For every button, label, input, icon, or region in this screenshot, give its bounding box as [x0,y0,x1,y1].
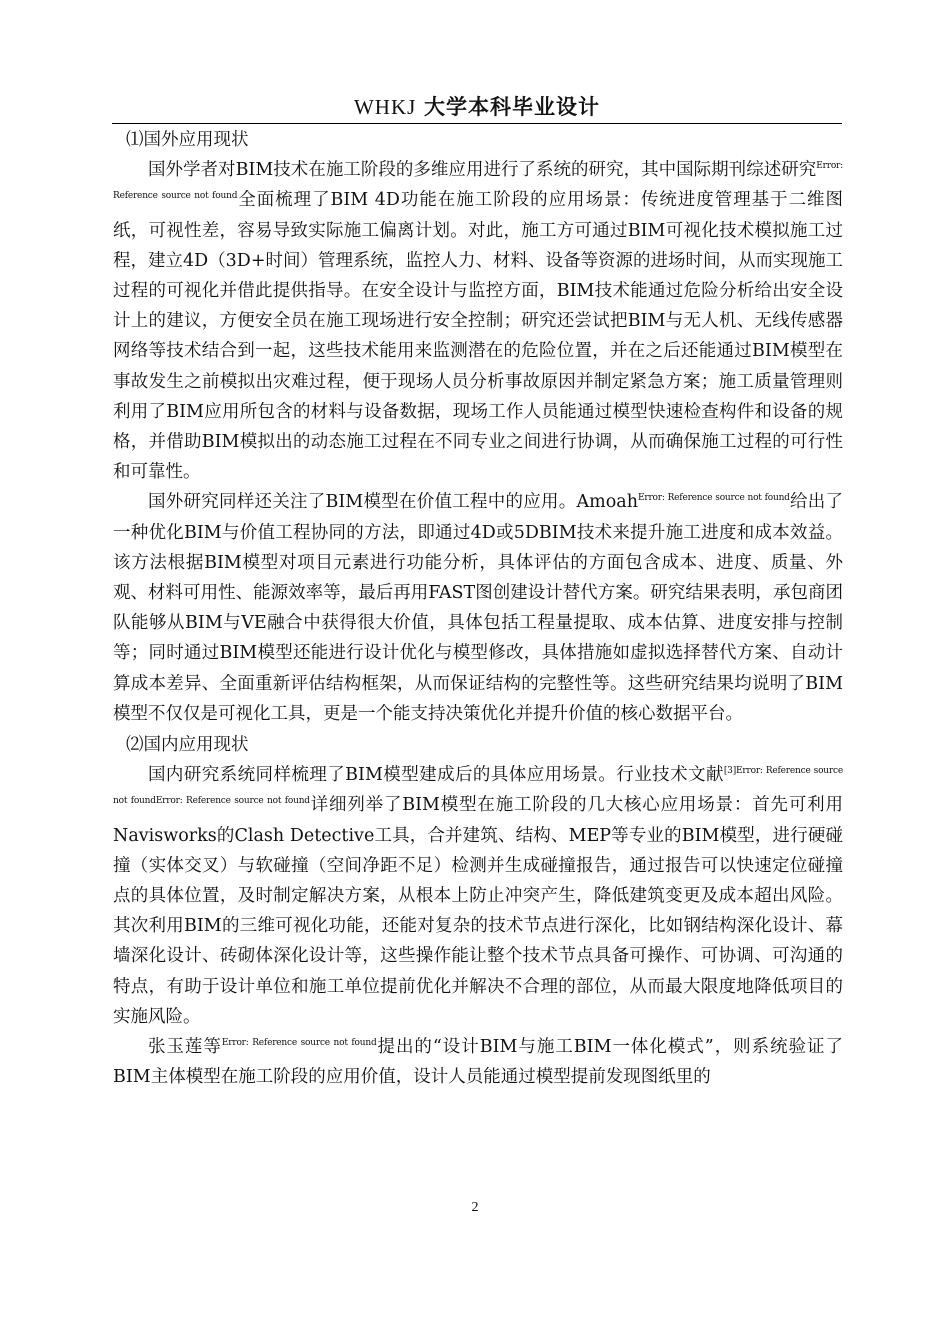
paragraph-text: 给出了一种优化BIM与价值工程协同的方法，即通过4D或5DBIM技术来提升施工进度和成本效益。该方法根据BIM模型对项目元素进行功能分析，具体评估的方面包含成本、进度、质量、外观、材料可用性、能源效率等，最后再用FAST图创建设计替代方案。研究结果表明，承包商团队能够从BIM与VE融合中获得很大价值，具体包括工程量提取、成本估算、进度安排与控制等；同时通过BIM模型还能进行设计优化与模型修改，具体措施如虚拟选择替代方案、自动计算成本差异、全面重新评估结构框架，从而保证结构的完整性等。这些研究结果均说明了BIM模型不仅仅是可视化工具，更是一个能支持决策优化并提升价值的核心数据平台。 [113,492,844,724]
paragraph-text: 国外研究同样还关注了BIM模型在价值工程中的应用。Amoah [148,492,638,513]
reference-marker: Error: Reference source not found [113,161,843,202]
paragraph-text: 全面梳理了BIM 4D功能在施工阶段的应用场景：传统进度管理基于二维图纸，可视性差，容易导致实际施工偏离计划。对此，施工方可通过BIM可视化技术模拟施工过程，建立4D（3D+时间）管理系统，监控人力、材料、设备等资源的进场时间，从而实现施工过程的可视化并借此提供指导。在安全设计与监控方面，BIM技术能通过危险分析给出安全设计上的建议，方便安全员在施工现场进行安全控制；研究还尝试把BIM与无人机、无线传感器网络等技术结合到一起，这些技术能用来监测潜在的危险位置，并在之后还能通过BIM模型在事故发生之前模拟出灾难过程，便于现场人员分析事故原因并制定紧急方案；施工质量管理则利用了BIM应用所包含的材料与设备数据，现场工作人员能通过模型快速检查构件和设备的规格，并借助BIM模拟出的动态施工过程在不同专业之间进行协调，从而确保施工过程的可行性和可靠性。 [113,190,844,483]
header-school-code: WHKJ [353,95,417,119]
section-number: ⑴ [126,129,144,149]
paragraph-text: 提出的“设计BIM与施工BIM一体化模式”，则系统验证了BIM主体模型在施工阶段的应用价值，设计人员能通过模型提前发现图纸里的 [113,1037,844,1088]
paragraph [113,155,843,487]
section-heading-domestic [113,729,843,760]
section-heading-foreign [113,124,843,155]
page-number: 2 [471,1200,479,1215]
page-header [112,94,842,120]
paragraph-text: 详细列举了BIM模型在施工阶段的几大核心应用场景：首先可利用Navisworks的Clash Detective工具，合并建筑、结构、MEP等专业的BIM模型，进行硬碰撞（实体交叉）与软碰撞（空间净距不足）检测并生成碰撞报告，通过报告可以快速定位碰撞点的具体位置，及时制定解决方案，从根本上防止冲突产生，降低建筑变更及成本超出风险。其次利用BIM的三维可视化功能，还能对复杂的技术节点进行深化，比如钢结构深化设计、幕墙深化设计、砖砌体深化设计等，这些操作能让整个技术节点具备可操作、可协调、可沟通的特点，有助于设计单位和施工单位提前优化并解决不合理的部位，从而最大限度地降低项目的实施风险。 [113,795,843,1027]
section-title: 国内应用现状 [143,735,249,756]
paragraph-text: 国内研究系统同样梳理了BIM模型建成后的具体应用场景。行业技术文献 [148,765,724,786]
paragraph-text: 国外学者对BIM技术在施工阶段的多维应用进行了系统的研究，其中国际期刊综述研究 [148,160,817,181]
document-body [113,124,843,1093]
reference-marker: Error: Reference source not found [221,1038,377,1049]
paragraph-text: 张玉莲等 [148,1037,222,1058]
reference-marker: [3]Error: Reference source not foundError: Reference source not found [113,766,843,807]
header-title: 大学本科毕业设计 [424,95,600,119]
section-number: ⑵ [126,734,144,755]
paragraph [113,487,843,729]
reference-marker: Error: Reference source not found [637,493,790,504]
paragraph [113,1032,843,1092]
section-title: 国外应用现状 [143,130,249,150]
paragraph [113,760,843,1032]
